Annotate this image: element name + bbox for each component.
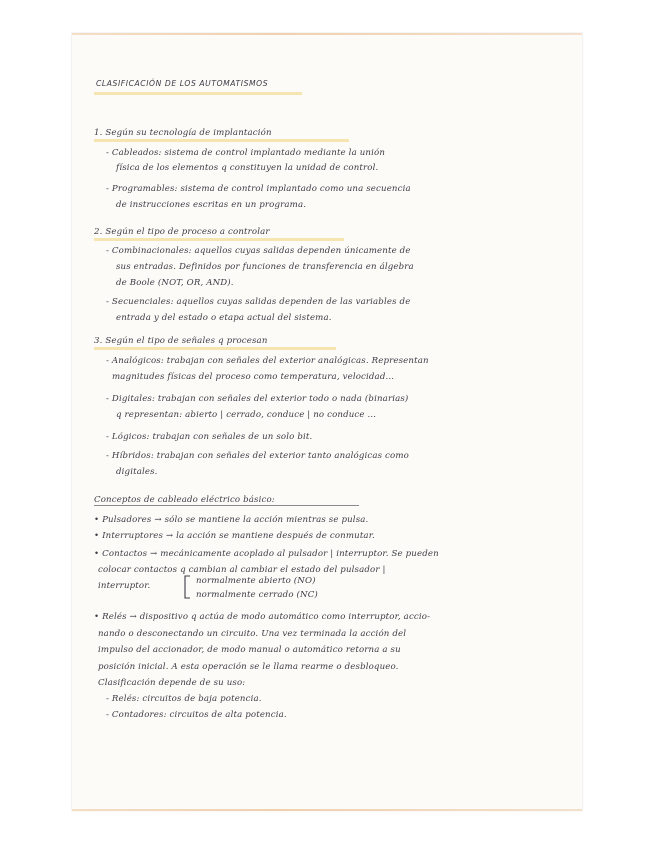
text-line: • Relés → dispositivo q actúa de modo automático como interruptor, accio- [94,612,431,622]
text-line: de instrucciones escritas en un programa. [116,200,307,210]
text-line: - Combinacionales: aquellos cuyas salidas dependen únicamente de [106,246,411,256]
text-line: posición inicial. A esta operación se le llama rearme o desbloqueo. [98,662,399,672]
bracket-mark [182,574,192,600]
section-heading-3: 3. Según el tipo de señales q procesan [94,336,268,346]
text-line: nando o desconectando un circuito. Una vez terminada la acción del [98,629,407,639]
text-line: - Cableados: sistema de control implantado mediante la unión [106,148,386,158]
text-line: • Interruptores → la acción se mantiene después de conmutar. [94,531,375,541]
text-line: q representan: abierto | cerrado, conduce | no conduce ... [116,410,377,420]
text-line: interruptor. [98,581,151,591]
text-line: normalmente cerrado (NC) [196,590,318,600]
text-line: Clasificación depende de su uso: [98,678,246,688]
highlight-section-3 [94,347,336,350]
text-line: • Contactos → mecánicamente acoplado al pulsador | interruptor. Se pueden [94,549,439,559]
text-line: - Secuenciales: aquellos cuyas salidas dependen de las variables de [106,297,411,307]
text-line: - Híbridos: trabajan con señales del exterior tanto analógicas como [106,451,409,461]
text-line: - Contadores: circuitos de alta potencia. [106,710,287,720]
text-line: normalmente abierto (NO) [196,576,316,586]
text-line: digitales. [116,467,158,477]
text-line: entrada y del estado o etapa actual del sistema. [116,313,332,323]
highlight-title [94,92,302,95]
text-line: colocar contactos q cambian al cambiar el estado del pulsador | [98,565,386,575]
text-line: - Analógicos: trabajan con señales del exterior analógicas. Representan [106,356,429,366]
section-heading-2: 2. Según el tipo de proceso a controlar [94,227,270,237]
page-bottom-edge [72,809,582,811]
text-line: física de los elementos q constituyen la unidad de control. [116,163,379,173]
text-line: - Digitales: trabajan con señales del exterior todo o nada (binarias) [106,394,409,404]
highlight-section-2 [94,238,344,241]
notebook-page [72,33,582,810]
text-line: - Relés: circuitos de baja potencia. [106,694,262,704]
heading-underline [94,505,359,506]
text-line: - Lógicos: trabajan con señales de un solo bit. [106,432,313,442]
text-line: - Programables: sistema de control implantado como una secuencia [106,184,411,194]
page-top-edge [72,33,582,35]
concepts-heading: Conceptos de cableado eléctrico básico: [94,495,275,505]
text-line: magnitudes físicas del proceso como temperatura, velocidad... [112,372,395,382]
section-heading-1: 1. Según su tecnología de implantación [94,128,272,138]
highlight-section-1 [94,139,349,142]
text-line: impulso del accionador, de modo manual o automático retorna a su [98,645,401,655]
text-line: de Boole (NOT, OR, AND). [116,278,234,288]
text-line: • Pulsadores → sólo se mantiene la acción mientras se pulsa. [94,515,369,525]
text-line: sus entradas. Definidos por funciones de transferencia en álgebra [116,262,414,272]
page-title: CLASIFICACIÓN DE LOS AUTOMATISMOS [96,79,269,88]
